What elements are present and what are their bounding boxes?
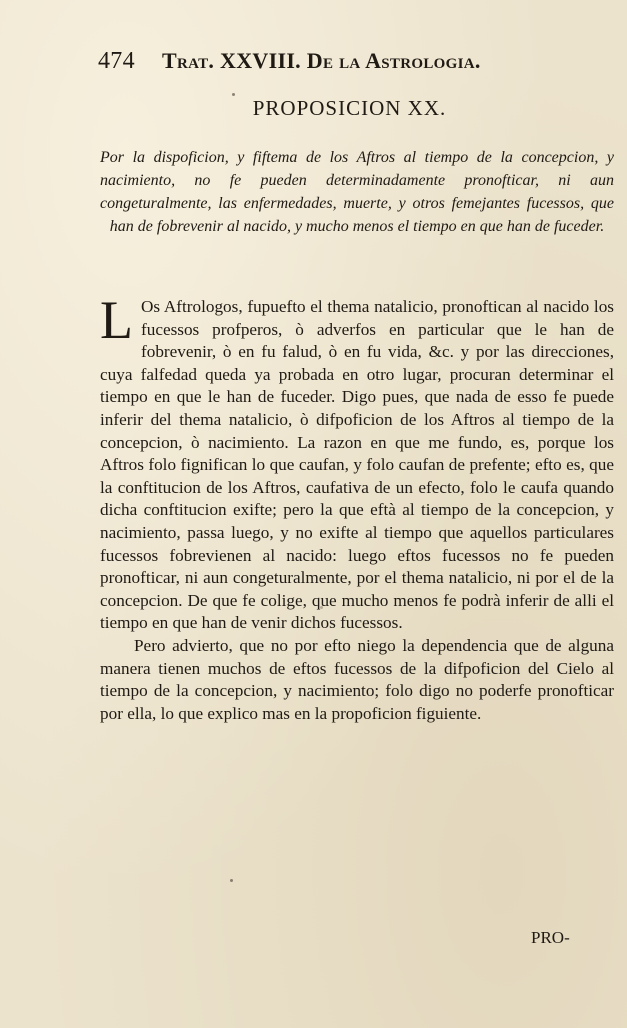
drop-cap: L xyxy=(100,290,133,350)
page-number: 474 xyxy=(98,48,135,74)
paragraph-1 xyxy=(100,290,614,635)
running-head-title: Trat. XXVIII. De la Astrologia. xyxy=(162,48,481,73)
paragraph-1-text: Os Aftrologos, fupuefto el thema natalicio, pronoftican al nacido los fucessos profperos, ò adverfos en particular que le han de fobrevenir, ò en fu falud, ò en fu vida, &c. y por las direcciones, cuya falfedad queda ya probada en otro lugar, procuran determinar el tiempo en que le han de fuceder. Digo pues, que nada de esso fe puede inferir del thema natalicio, ò difpoficion de los Aftros al tiempo de la concepcion, ò nacimiento. La razon en que me fundo, es, porque los Aftros folo fignifican lo que caufan, y folo caufan de prefente; efto es, que la conftitucion de los Aftros, caufativa de un efecto, folo le caufa quando dicha conftitucion exifte; pero la que eftà al tiempo de la concepcion, y nacimiento, passa luego, y no exifte al tiempo que aquellos particulares fucessos fobrevienen al nacido: luego eftos fucessos no fe pueden pronofticar, ni aun congeturalmente, por el thema natalicio, ni por el de la concepcion. De que fe colige, que mucho menos fe podrà inferir de alli el tiempo en que han de venir dichos fucessos. xyxy=(100,297,614,633)
catchword: PRO- xyxy=(531,928,570,947)
proposition-heading-text: PROPOSICION XX. xyxy=(252,96,447,120)
running-head xyxy=(98,48,568,75)
ink-speck xyxy=(230,879,233,882)
proposition-heading xyxy=(0,96,627,121)
paragraph-2: Pero advierto, que no por efto niego la dependencia que de alguna manera tienen muchos de eftos fucessos de la difpoficion del Cielo al tiempo de la concepcion, y nacimiento; folo digo no poderfe pronofticar por ella, lo que explico mas en la propoficion figuiente. xyxy=(100,635,614,723)
body-text xyxy=(100,290,614,725)
proposition-summary: Por la dispoficion, y fiftema de los Aftros al tiempo de la concepcion, y nacimiento, no fe pueden determinadamente pronofticar, ni aun congeturalmente, las enfermedades, muerte, y otros femejantes fucessos, que han de fobrevenir al nacido, y mucho menos el tiempo en que han de fuceder. xyxy=(100,149,614,235)
ink-speck xyxy=(320,606,323,609)
ink-speck xyxy=(232,93,235,96)
